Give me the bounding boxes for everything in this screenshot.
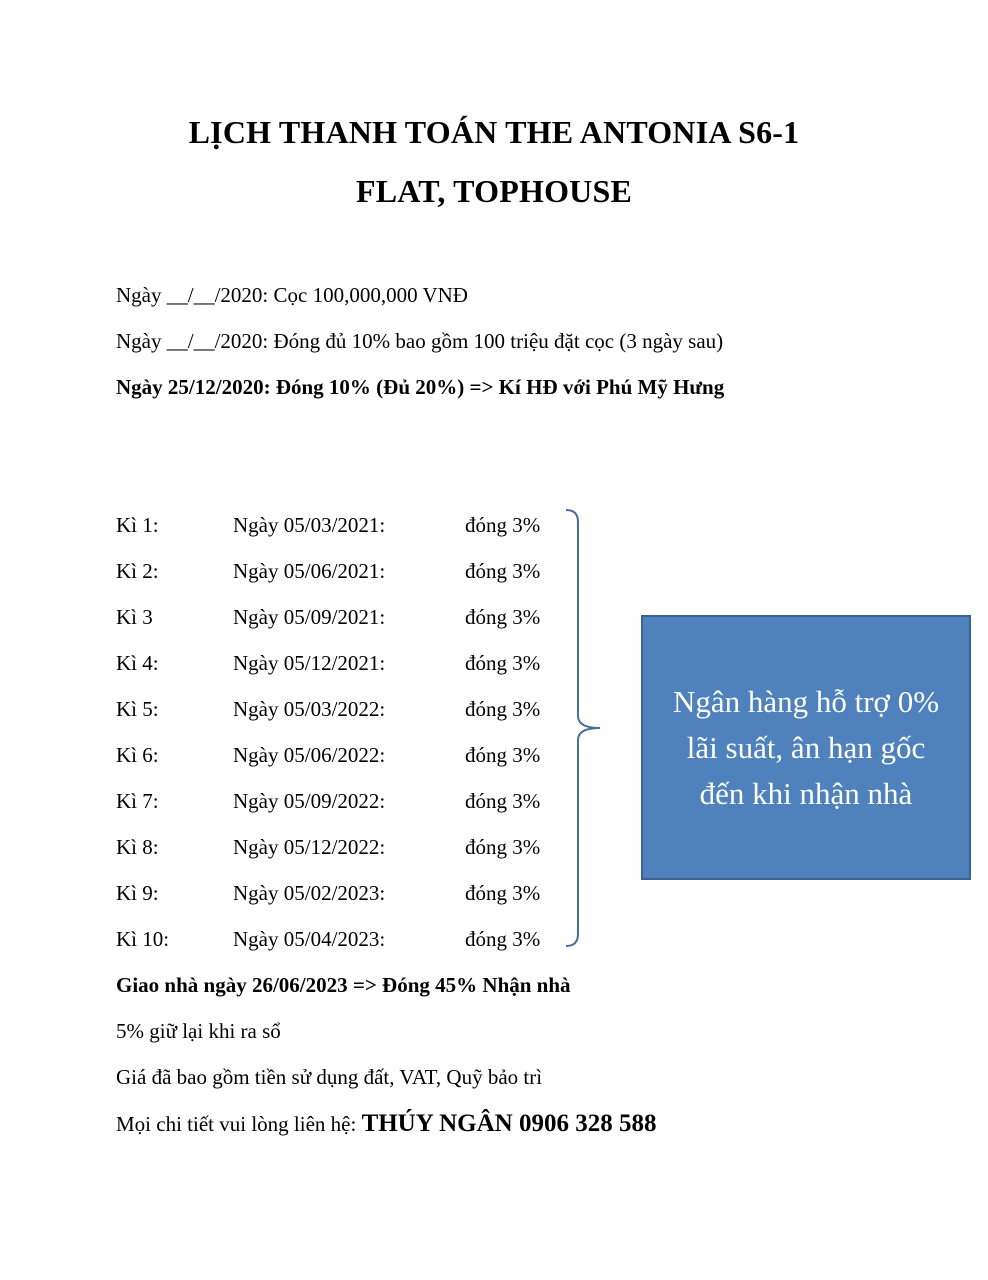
installment-label: Kì 10: <box>116 927 170 951</box>
deposit-line: Ngày __/__/2020: Cọc 100,000,000 VNĐ <box>116 283 468 307</box>
installment-date: Ngày 05/09/2022: <box>233 789 386 813</box>
installment-payment: đóng 3% <box>465 789 541 813</box>
document-title: LỊCH THANH TOÁN THE ANTONIA S6-1 <box>188 114 800 150</box>
bank-support-callout <box>641 615 971 880</box>
installment-payment: đóng 3% <box>465 559 541 583</box>
installment-label: Kì 8: <box>116 835 159 859</box>
installment-date: Ngày 05/06/2021: <box>233 559 386 583</box>
installment-label: Kì 4: <box>116 651 159 675</box>
callout-line: lãi suất, ân hạn gốc <box>686 729 926 765</box>
contract-signing-line: Ngày 25/12/2020: Đóng 10% (Đủ 20%) => Kí HĐ với Phú Mỹ Hưng <box>116 375 725 399</box>
installment-date: Ngày 05/06/2022: <box>233 743 386 767</box>
callout-text <box>663 679 949 817</box>
installment-payment: đóng 3% <box>465 927 541 951</box>
installment-payment: đóng 3% <box>465 743 541 767</box>
installment-date: Ngày 05/09/2021: <box>233 605 386 629</box>
installment-date: Ngày 05/03/2022: <box>233 697 386 721</box>
ten-percent-line: Ngày __/__/2020: Đóng đủ 10% bao gồm 100 triệu đặt cọc (3 ngày sau) <box>116 329 724 353</box>
installment-label: Kì 2: <box>116 559 159 583</box>
retention-line: 5% giữ lại khi ra sổ <box>116 1019 281 1043</box>
installment-label: Kì 5: <box>116 697 159 721</box>
handover-line: Giao nhà ngày 26/06/2023 => Đóng 45% Nhận nhà <box>116 973 571 997</box>
installment-label: Kì 1: <box>116 513 159 537</box>
installment-date: Ngày 05/12/2022: <box>233 835 386 859</box>
installment-payment: đóng 3% <box>465 513 541 537</box>
callout-line: Ngân hàng hỗ trợ 0% <box>672 683 940 719</box>
right-brace-icon <box>560 508 610 948</box>
callout-line: đến khi nhận nhà <box>699 775 913 811</box>
installment-payment: đóng 3% <box>465 835 541 859</box>
contact-name-phone: THÚY NGÂN 0906 328 588 <box>361 1110 657 1137</box>
installment-date: Ngày 05/03/2021: <box>233 513 386 537</box>
installment-payment: đóng 3% <box>465 881 541 905</box>
installment-date: Ngày 05/12/2021: <box>233 651 386 675</box>
installment-label: Kì 6: <box>116 743 159 767</box>
installment-date: Ngày 05/04/2023: <box>233 927 386 951</box>
installment-payment: đóng 3% <box>465 651 541 675</box>
installment-payment: đóng 3% <box>465 697 541 721</box>
installment-label: Kì 9: <box>116 881 159 905</box>
installment-label: Kì 3 <box>116 605 153 629</box>
contact-prefix: Mọi chi tiết vui lòng liên hệ: <box>116 1112 362 1136</box>
document-subtitle: FLAT, TOPHOUSE <box>355 173 633 209</box>
price-note-line: Giá đã bao gồm tiền sử dụng đất, VAT, Quỹ bảo trì <box>116 1065 543 1089</box>
installment-label: Kì 7: <box>116 789 159 813</box>
installment-payment: đóng 3% <box>465 605 541 629</box>
contact-line <box>116 1110 656 1138</box>
installment-date: Ngày 05/02/2023: <box>233 881 386 905</box>
